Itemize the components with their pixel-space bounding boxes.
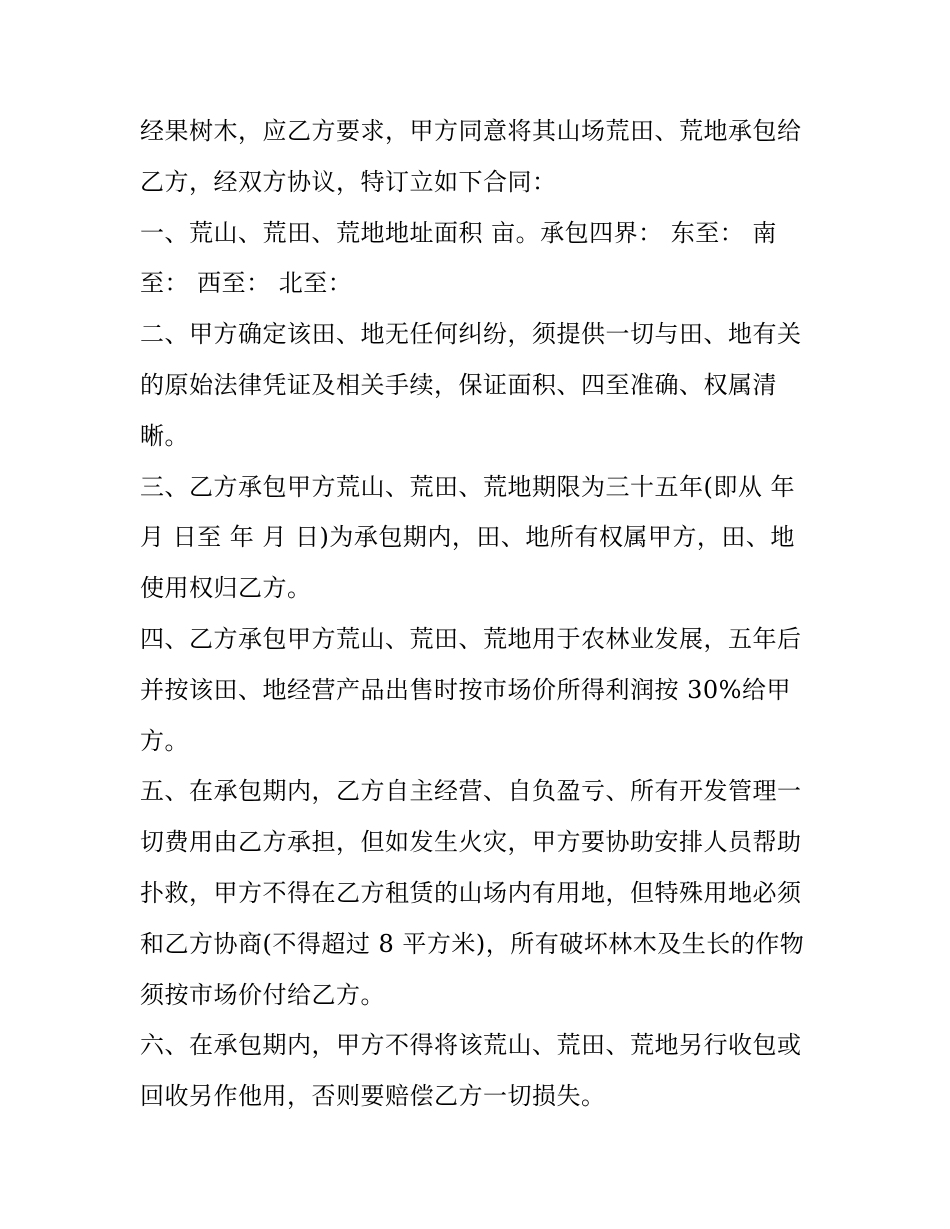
text-line: 回收另作他用，否则要赔偿乙方一切损失。 — [140, 1082, 606, 1111]
text-line: 方。 — [140, 726, 189, 755]
text-line: 经果树木，应乙方要求，甲方同意将其山场荒田、荒地承包给 — [140, 117, 802, 145]
clause-5-line: 五、在承包期内，乙方自主经营、自负盈亏、所有开发管理一 — [140, 777, 802, 806]
clause-2-line: 二、甲方确定该田、地无任何纠纷，须提供一切与田、地有关 — [140, 320, 802, 349]
clause-4-line: 四、乙方承包甲方荒山、荒田、荒地用于农林业发展，五年后 — [140, 624, 802, 653]
text-line: 切费用由乙方承担，但如发生火灾，甲方要协助安排人员帮助 — [140, 828, 802, 857]
text-line: 乙方，经双方协议，特订立如下合同： — [140, 167, 557, 196]
text-line: 晰。 — [140, 421, 189, 450]
text-line: 须按市场价付给乙方。 — [140, 980, 385, 1009]
text-line: 和乙方协商(不得超过 8 平方米)，所有破坏林木及生长的作物 — [140, 929, 805, 958]
text-line: 扑救，甲方不得在乙方租赁的山场内有用地，但特殊用地必须 — [140, 878, 802, 907]
text-line: 至： 西至： 北至： — [140, 269, 353, 298]
contract-body — [140, 106, 815, 1122]
text-line: 并按该田、地经营产品出售时按市场价所得利润按 30%给甲 — [140, 675, 791, 704]
clause-3-line: 三、乙方承包甲方荒山、荒田、荒地期限为三十五年(即从 年 — [140, 472, 795, 501]
text-line: 月 日至 年 月 日)为承包期内，田、地所有权属甲方，田、地 — [140, 523, 795, 552]
text-line: 的原始法律凭证及相关手续，保证面积、四至准确、权属清 — [140, 370, 777, 399]
text-line: 使用权归乙方。 — [140, 574, 312, 603]
clause-1-line: 一、荒山、荒田、荒地地址面积 亩。承包四界： 东至： 南 — [140, 218, 777, 247]
clause-6-line: 六、在承包期内，甲方不得将该荒山、荒田、荒地另行收包或 — [140, 1031, 802, 1060]
